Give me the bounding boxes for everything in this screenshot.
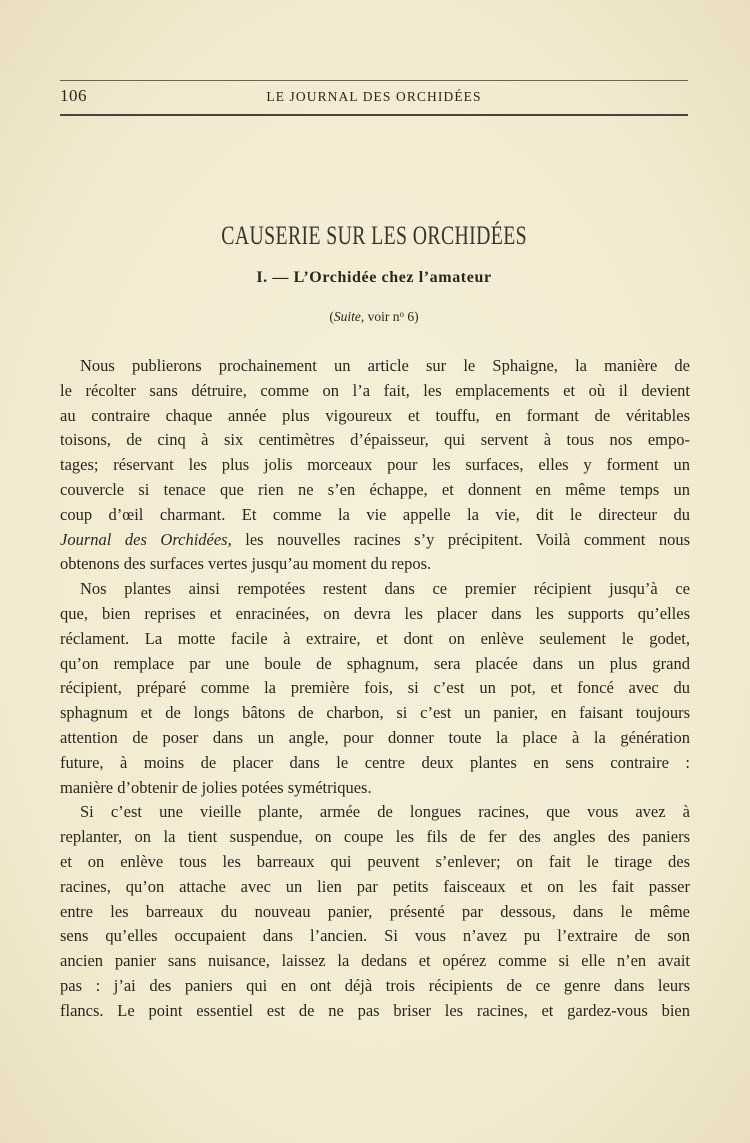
body-line: Nous publierons prochainement un article sur le Sphaigne, la manière de <box>80 356 690 375</box>
body-line: sens qu’elles occupaient dans l’ancien. Si vous n’avez pu l’extraire de son <box>60 926 690 946</box>
body-line: racines, qu’on attache avec un lien par petits faisceaux et on les fait passer <box>60 876 690 896</box>
paragraph <box>60 800 690 1023</box>
continuation-note <box>60 308 688 326</box>
body-line: coup d’œil charmant. Et comme la vie appelle la vie, dit le directeur du <box>60 504 690 524</box>
paragraph <box>60 354 690 577</box>
continuation-prefix: ( <box>329 309 334 324</box>
body-line: récipient, préparé comme la première fois, si c’est un pot, et foncé avec du <box>60 678 690 698</box>
body-line: flancs. Le point essentiel est de ne pas briser les racines, et gardez-vous bien <box>60 1000 690 1020</box>
page-number: 106 <box>60 86 87 105</box>
article-title: CAUSERIE SUR LES ORCHIDÉES <box>221 221 527 250</box>
article-body <box>60 354 690 1024</box>
continuation-text: voir n <box>364 309 400 324</box>
article-subtitle: I. — L’Orchidée chez l’amateur <box>256 269 492 286</box>
continuation-suffix: 6) <box>404 309 419 324</box>
body-line: et on enlève tous les barreaux qui peuvent s’enlever; on fait le tirage des <box>60 851 690 871</box>
body-line: réclament. La motte facile à extraire, et dont on enlève seulement le godet, <box>60 628 690 648</box>
body-line: Si c’est une vieille plante, armée de longues racines, que vous avez à <box>80 802 690 822</box>
body-line: ancien panier sans nuisance, laissez la dedans et opérez comme si elle n’en avait <box>60 951 690 971</box>
body-line: pas : j’ai des paniers qui en ont déjà trois récipients de ce genre dans leurs <box>60 975 690 995</box>
body-line: attention de poser dans un angle, pour donner toute la place à la génération <box>60 727 690 747</box>
body-line: toisons, de cinq à six centimètres d’épaisseur, qui servent à tous nos empo- <box>60 430 690 450</box>
body-line: obtenons des surfaces vertes jusqu’au moment du repos. <box>60 554 432 574</box>
body-line: que, bien reprises et enracinées, on devra les placer dans les supports qu’elles <box>60 603 690 623</box>
body-line: au contraire chaque année plus vigoureux et touffu, en formant de véritables <box>60 405 690 425</box>
body-line: replanter, on la tient suspendue, on coupe les fils de fer des angles des paniers <box>60 827 690 847</box>
body-line <box>60 528 690 553</box>
body-line: le récolter sans détruire, comme on l’a fait, les emplacements et où il devient <box>60 380 690 400</box>
paragraph <box>60 577 690 800</box>
body-line: future, à moins de placer dans le centre deux plantes en sens contraire : <box>60 752 690 772</box>
body-line: Nos plantes ainsi rempotées restent dans ce premier récipient jusqu’à ce <box>80 579 690 599</box>
article-title-container <box>60 221 688 251</box>
body-line: couvercle si tenace que rien ne s’en échappe, et donnent en même temps un <box>60 479 690 499</box>
journal-name-italic: Journal des Orchidées <box>60 529 228 549</box>
body-line: sphagnum et de longs bâtons de charbon, si c’est un panier, en faisant toujours <box>60 703 690 723</box>
running-header-title: LE JOURNAL DES ORCHIDÉES <box>266 89 482 104</box>
body-line-text: , les nouvelles racines s’y précipitent. Voilà comment nous <box>227 529 690 549</box>
header-rule-bottom <box>60 114 688 116</box>
header-rule-top <box>60 80 688 81</box>
body-line: qu’on remplace par une boule de sphagnum, sera placée dans un plus grand <box>60 653 690 673</box>
body-line: tages; réservant les plus jolis morceaux pour les surfaces, elles y forment un <box>60 455 690 475</box>
body-line: manière d’obtenir de jolies potées symétriques. <box>60 777 372 797</box>
continuation-italic: Suite, <box>333 309 365 324</box>
continuation-superscript: o <box>399 309 404 319</box>
body-line: entre les barreaux du nouveau panier, présenté par dessous, dans le même <box>60 901 690 921</box>
